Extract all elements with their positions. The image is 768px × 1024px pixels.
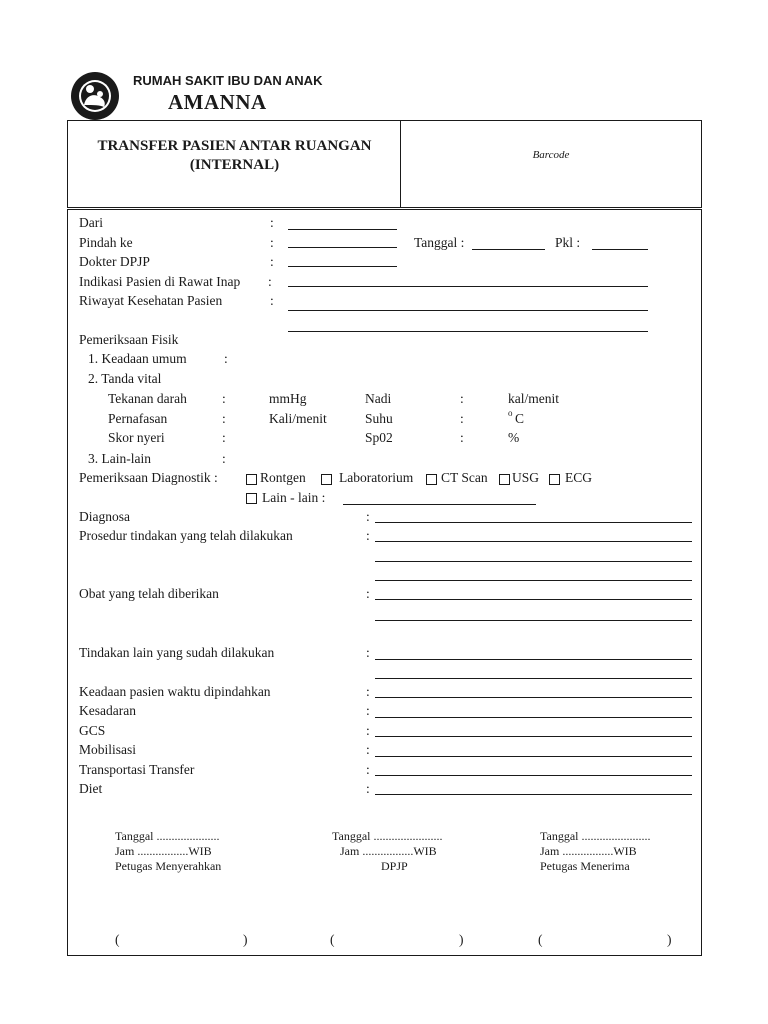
dari-field[interactable]: [288, 229, 397, 230]
hospital-logo: [70, 71, 120, 121]
colon: :: [366, 684, 370, 699]
prosedur-label: Prosedur tindakan yang telah dilakukan: [79, 528, 293, 543]
sig1-paren-open: (: [115, 932, 120, 947]
mobilisasi-label: Mobilisasi: [79, 742, 137, 757]
colon: :: [366, 645, 370, 660]
pindah-ke-field[interactable]: [288, 247, 397, 248]
colon: :: [222, 430, 226, 445]
colon: :: [270, 293, 274, 308]
form-title-line2: (INTERNAL): [189, 157, 280, 173]
colon: :: [460, 391, 464, 406]
colon: :: [270, 254, 274, 269]
sig3-tanggal: Tanggal .......................: [540, 829, 651, 843]
suhu-label: Suhu: [365, 411, 393, 426]
gcs-label: GCS: [79, 723, 106, 738]
colon: :: [222, 391, 226, 406]
sig3-paren-close: ): [667, 932, 672, 947]
transportasi-field[interactable]: [375, 775, 692, 776]
kesadaran-field[interactable]: [375, 717, 692, 718]
tanggal-field[interactable]: [472, 249, 545, 250]
nadi-unit: kal/menit: [508, 391, 559, 406]
hospital-brand: AMANNA: [168, 90, 267, 114]
hospital-name: RUMAH SAKIT IBU DAN ANAK: [133, 73, 323, 88]
tindakan-lain-field-1[interactable]: [375, 659, 692, 660]
colon: :: [366, 762, 370, 777]
prosedur-field-1[interactable]: [375, 541, 692, 542]
sig2-jam: Jam .................WIB: [340, 844, 437, 858]
lain-lain-checkbox[interactable]: [246, 493, 257, 504]
colon: :: [268, 274, 272, 289]
pkl-label: Pkl :: [555, 235, 581, 250]
tekanan-darah-unit: mmHg: [269, 391, 307, 406]
sig2-paren-close: ): [459, 932, 464, 947]
dokter-field[interactable]: [288, 266, 397, 267]
ctscan-label: CT Scan: [441, 470, 488, 485]
colon: :: [270, 235, 274, 250]
mobilisasi-field[interactable]: [375, 756, 692, 757]
pemeriksaan-diagnostik-label: Pemeriksaan Diagnostik :: [79, 470, 218, 485]
usg-label: USG: [512, 470, 540, 485]
colon: :: [366, 742, 370, 757]
tanda-vital-label: 2. Tanda vital: [88, 371, 162, 386]
colon: :: [366, 528, 370, 543]
lain-lain-diag-label: Lain - lain :: [262, 490, 326, 505]
riwayat-field-1[interactable]: [288, 310, 648, 311]
laboratorium-label: Laboratorium: [339, 470, 414, 485]
obat-field-2[interactable]: [375, 620, 692, 621]
transportasi-label: Transportasi Transfer: [79, 762, 195, 777]
tindakan-lain-field-2[interactable]: [375, 678, 692, 679]
obat-label: Obat yang telah diberikan: [79, 586, 219, 601]
indikasi-label: Indikasi Pasien di Rawat Inap: [79, 274, 241, 289]
keadaan-label: Keadaan pasien waktu dipindahkan: [79, 684, 271, 699]
rontgen-checkbox[interactable]: [246, 474, 257, 485]
colon: :: [270, 215, 274, 230]
sig1-paren-close: ): [243, 932, 248, 947]
usg-checkbox[interactable]: [499, 474, 510, 485]
dokter-label: Dokter DPJP: [79, 254, 150, 269]
sig1-tanggal: Tanggal .....................: [115, 829, 220, 843]
colon: :: [366, 723, 370, 738]
pindah-ke-label: Pindah ke: [79, 235, 133, 250]
kesadaran-label: Kesadaran: [79, 703, 136, 718]
colon: :: [460, 411, 464, 426]
sig1-jam: Jam .................WIB: [115, 844, 212, 858]
diet-field[interactable]: [375, 794, 692, 795]
rontgen-label: Rontgen: [260, 470, 306, 485]
skor-nyeri-label: Skor nyeri: [108, 430, 165, 445]
tekanan-darah-label: Tekanan darah: [108, 391, 187, 406]
mother-child-logo-icon: [70, 71, 120, 121]
sig2-role: DPJP: [381, 859, 408, 873]
colon: :: [222, 411, 226, 426]
colon: :: [222, 451, 226, 466]
suhu-degree: o: [508, 408, 513, 418]
pkl-field[interactable]: [592, 249, 648, 250]
form-title-line1: TRANSFER PASIEN ANTAR RUANGAN: [97, 138, 372, 154]
riwayat-field-2[interactable]: [288, 331, 648, 332]
sig3-role: Petugas Menerima: [540, 859, 630, 873]
colon: :: [366, 509, 370, 524]
pernafasan-label: Pernafasan: [108, 411, 168, 426]
pemeriksaan-fisik-heading: Pemeriksaan Fisik: [79, 332, 179, 347]
ctscan-checkbox[interactable]: [426, 474, 437, 485]
sig2-paren-open: (: [330, 932, 335, 947]
sig1-role: Petugas Menyerahkan: [115, 859, 222, 873]
diagnosa-label: Diagnosa: [79, 509, 130, 524]
tindakan-lain-label: Tindakan lain yang sudah dilakukan: [79, 645, 275, 660]
laboratorium-checkbox[interactable]: [321, 474, 332, 485]
diagnosa-field[interactable]: [375, 522, 692, 523]
indikasi-field[interactable]: [288, 286, 648, 287]
pernafasan-unit: Kali/menit: [269, 411, 327, 426]
sp02-label: Sp02: [365, 430, 393, 445]
dari-label: Dari: [79, 215, 103, 230]
ecg-label: ECG: [565, 470, 592, 485]
sp02-unit: %: [508, 430, 520, 445]
nadi-label: Nadi: [365, 391, 392, 406]
prosedur-field-3[interactable]: [375, 580, 692, 581]
gcs-field[interactable]: [375, 736, 692, 737]
prosedur-field-2[interactable]: [375, 561, 692, 562]
lain-lain-diag-field[interactable]: [343, 504, 536, 505]
lain-lain-label: 3. Lain-lain: [88, 451, 151, 466]
riwayat-label: Riwayat Kesehatan Pasien: [79, 293, 223, 308]
sig3-paren-open: (: [538, 932, 543, 947]
keadaan-field[interactable]: [375, 697, 692, 698]
colon: :: [366, 586, 370, 601]
sig3-jam: Jam .................WIB: [540, 844, 637, 858]
keadaan-umum-label: 1. Keadaan umum: [88, 351, 187, 366]
tanggal-label: Tanggal :: [414, 235, 465, 250]
sig2-tanggal: Tanggal .......................: [332, 829, 443, 843]
ecg-checkbox[interactable]: [549, 474, 560, 485]
colon: :: [366, 781, 370, 796]
colon: :: [224, 351, 228, 366]
colon: :: [366, 703, 370, 718]
suhu-unit: C: [515, 411, 525, 426]
barcode-label: Barcode: [532, 149, 570, 161]
colon: :: [460, 430, 464, 445]
obat-field-1[interactable]: [375, 599, 692, 600]
diet-label: Diet: [79, 781, 103, 796]
